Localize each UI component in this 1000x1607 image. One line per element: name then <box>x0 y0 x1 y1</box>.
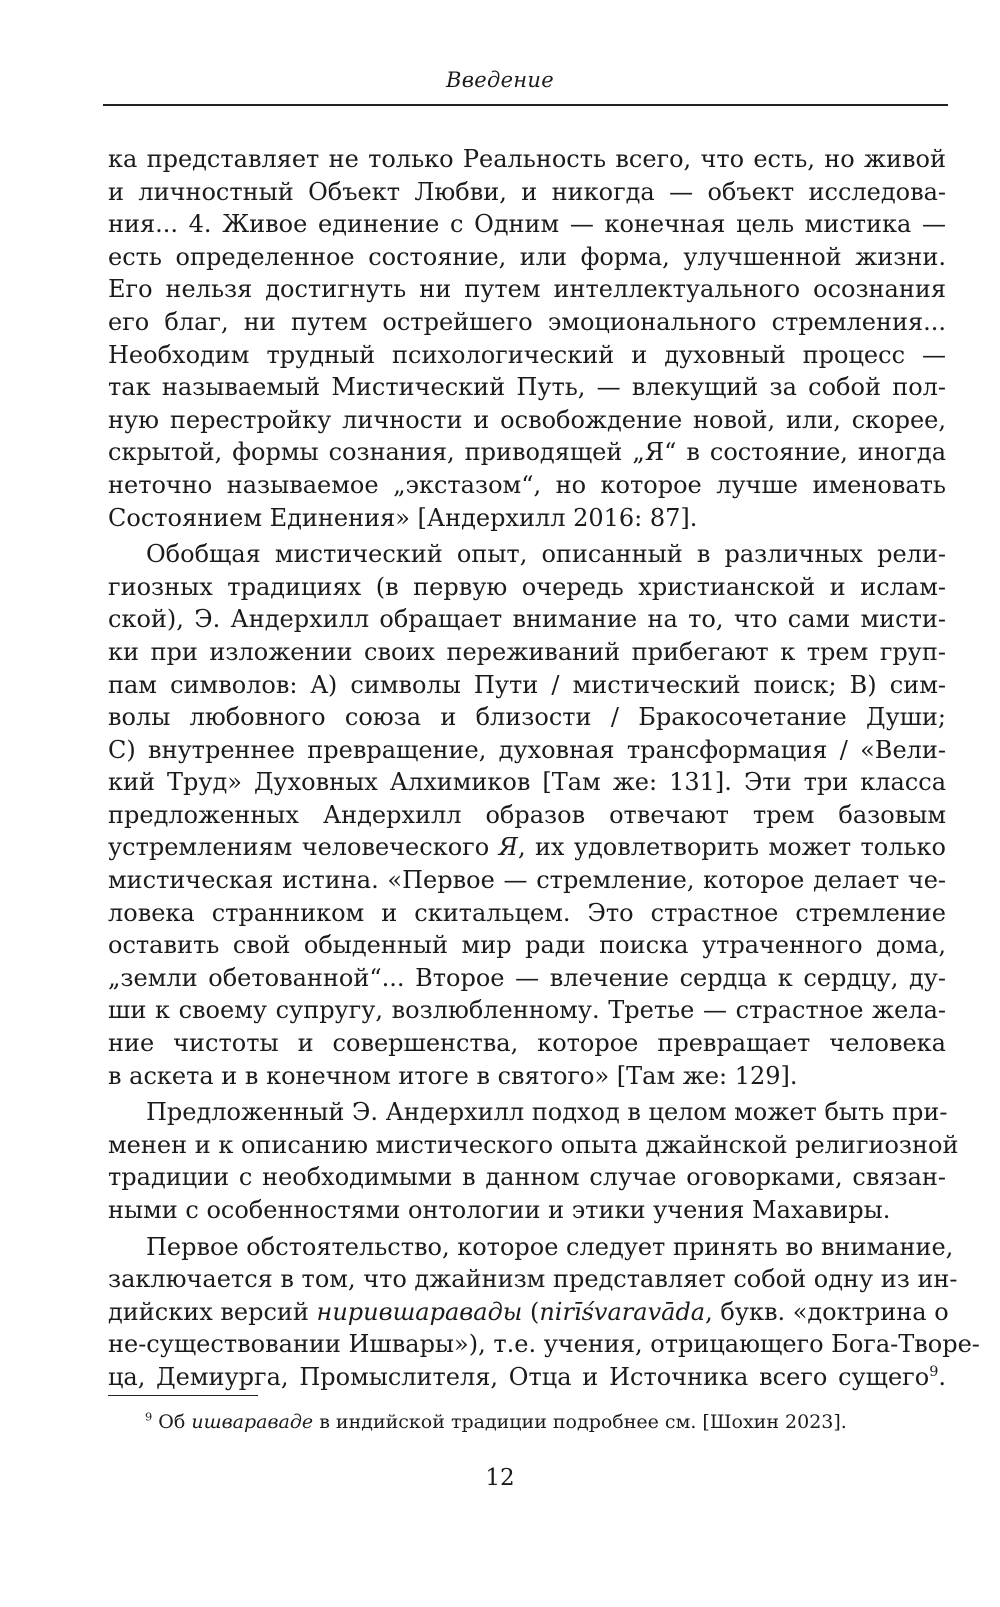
text-line-with-italic <box>108 1296 949 1329</box>
text-line: традиции с необходимыми в данном случае оговорками, связан- <box>108 1163 946 1192</box>
text-line-with-italic <box>108 831 946 864</box>
text-run: Об <box>152 1411 192 1433</box>
text-line: ния... 4. Живое единение с Одним — конечная цель мистика — <box>108 210 946 239</box>
text-line: так называемый Мистический Путь, — влекущий за собой пол- <box>108 373 946 402</box>
italic-term: nirīśvaravāda <box>539 1297 706 1326</box>
italic-term: Я <box>498 833 518 862</box>
text-line-with-note <box>108 1361 946 1394</box>
text-line: Состоянием Единения» [Андерхилл 2016: 87]. <box>108 503 698 532</box>
text-line: ние чистоты и совершенства, которое превращает человека <box>108 1029 946 1058</box>
paragraph-1 <box>108 143 946 534</box>
footnote-reference[interactable]: 9 <box>929 1363 939 1380</box>
text-line: Первое обстоятельство, которое следует принять во внимание, <box>146 1232 954 1261</box>
text-run: в индийской традиции подробнее см. [Шохин 2023]. <box>313 1411 847 1433</box>
text-line: заключается в том, что джайнизм представляет собой одну из ин- <box>108 1265 958 1294</box>
italic-term: нирившаравады <box>316 1297 523 1326</box>
text-run: дийских версий <box>108 1297 317 1326</box>
text-line: гиозных традициях (в первую очередь христианской и ислам- <box>108 572 946 601</box>
text-line: Предложенный Э. Андерхилл подход в целом может быть при- <box>146 1098 948 1127</box>
italic-term: ишвараваде <box>191 1411 314 1433</box>
footnote-rule <box>108 1395 258 1396</box>
text-line: ки при изложении своих переживаний прибегают к трем груп- <box>108 637 946 666</box>
header-rule <box>103 104 948 106</box>
text-line: мистическая истина. «Первое — стремление, которое делает че- <box>108 866 946 895</box>
paragraph-2 <box>108 538 946 1092</box>
paragraph-3 <box>108 1096 959 1226</box>
text-line: „земли обетованной“... Второе — влечение сердца к сердцу, ду- <box>108 963 946 992</box>
text-line: кий Труд» Духовных Алхимиков [Там же: 131]. Эти три класса <box>108 768 946 797</box>
text-line: неточно называемое „экстазом“, но которое лучше именовать <box>108 470 946 499</box>
text-line: Обобщая мистический опыт, описанный в различных рели- <box>146 540 946 569</box>
text-line: менен и к описанию мистического опыта джайнской религиозной <box>108 1130 959 1159</box>
text-run: ( <box>522 1297 540 1326</box>
text-line: ши к своему супругу, возлюбленному. Третье — страстное жела- <box>108 996 946 1025</box>
text-line: предложенных Андерхилл образов отвечают трем базовым <box>108 800 946 829</box>
text-line: волы любовного союза и близости / Бракосочетание Души; <box>108 703 946 732</box>
text-line: не-существовании Ишвары»), т.е. учения, отрицающего Бога-Творе- <box>108 1330 980 1359</box>
text-line: C) внутреннее превращение, духовная трансформация / «Вели- <box>108 735 946 764</box>
text-line: оставить свой обыденный мир ради поиска утраченного дома, <box>108 931 946 960</box>
text-line: ской), Э. Андерхилл обращает внимание на то, что сами мисти- <box>108 605 946 634</box>
text-line: Необходим трудный психологический и духовный процесс — <box>108 340 946 369</box>
text-run: устремлениям человеческого <box>108 833 499 862</box>
text-run: , их удовлетворить может только <box>517 833 947 862</box>
text-line: ными с особенностями онтологии и этики учения Махавиры. <box>108 1196 891 1224</box>
text-line: Его нельзя достигнуть ни путем интеллектуального осознания <box>108 275 946 304</box>
footnote-marker: 9 <box>145 1409 153 1424</box>
text-run: . <box>938 1362 946 1391</box>
text-line: скрытой, формы сознания, приводящей „Я“ в состояние, иногда <box>108 438 946 467</box>
text-run: ца, Демиурга, Промыслителя, Отца и Источника всего сущего <box>108 1362 930 1391</box>
text-run: , букв. «доктрина о <box>705 1297 949 1326</box>
text-line: пам символов: A) символы Пути / мистический поиск; B) сим- <box>108 670 946 699</box>
running-head: Введение <box>445 68 554 92</box>
text-line: ка представляет не только Реальность всего, что есть, но живой <box>108 145 946 173</box>
text-line: его благ, ни путем острейшего эмоционального стремления... <box>108 307 946 336</box>
text-line: и личностный Объект Любви, и никогда — объект исследова- <box>108 177 946 206</box>
text-line: есть определенное состояние, или форма, улучшенной жизни. <box>108 242 946 271</box>
text-line: в аскета и в конечном итоге в святого» [Там же: 129]. <box>108 1061 798 1090</box>
text-line: ловека странником и скитальцем. Это страстное стремление <box>108 898 946 927</box>
footnote <box>145 1409 847 1435</box>
page-number: 12 <box>485 1465 515 1491</box>
body-text <box>108 143 980 1394</box>
paragraph-4 <box>108 1231 980 1394</box>
text-line: ную перестройку личности и освобождение новой, или, скорее, <box>108 405 946 434</box>
